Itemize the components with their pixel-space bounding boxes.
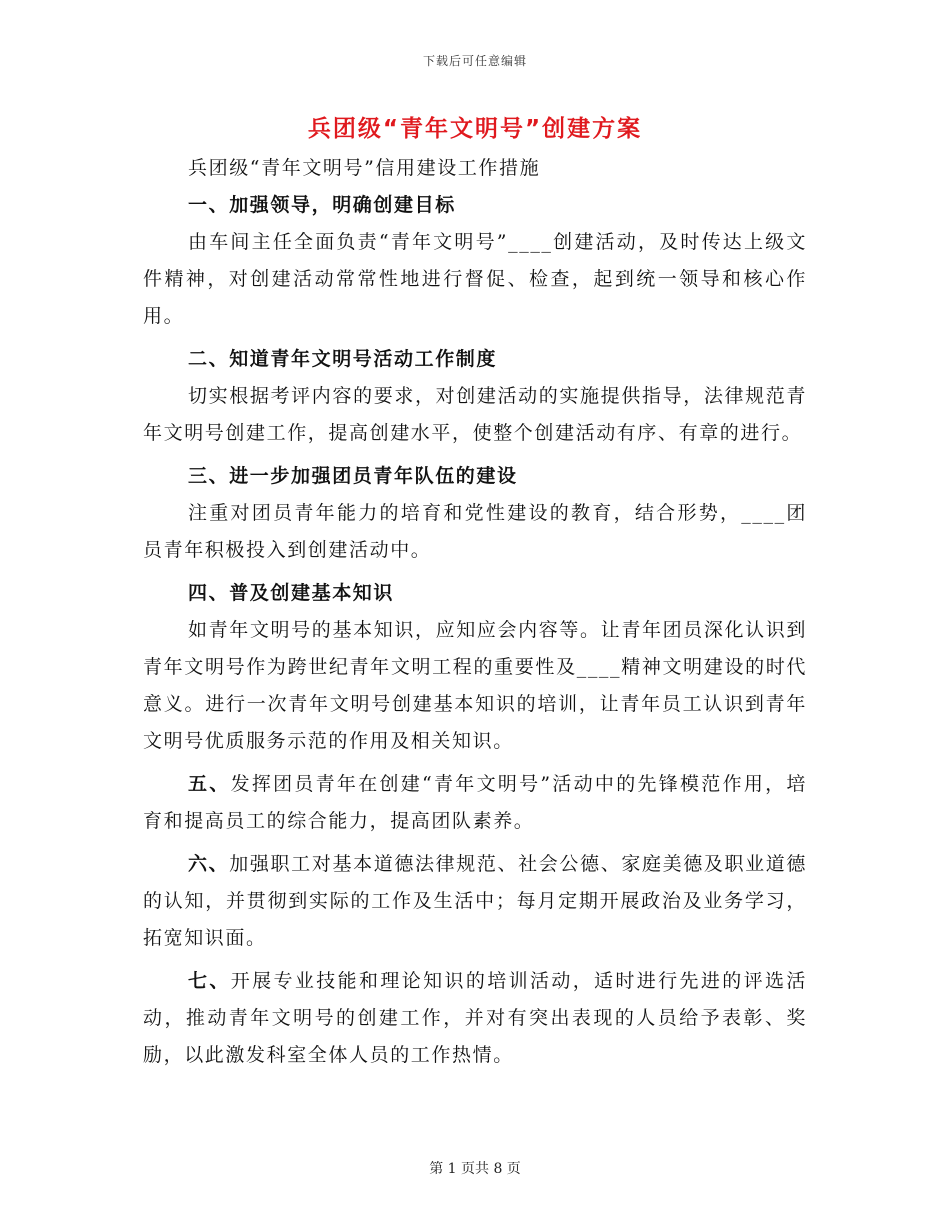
item-paragraph-5 [143, 766, 807, 840]
item-lead-7: 七、 [188, 970, 231, 992]
section-body-4: 如青年文明号的基本知识，应知应会内容等。让青年团员深化认识到青年文明号作为跨世纪青年文明工程的重要性及____精神文明建设的时代意义。进行一次青年文明号创建基本知识的培训，让青年员工认识到青年文明号优质服务示范的作用及相关知识。 [143, 619, 807, 752]
section-heading-4: 四、普及创建基本知识 [188, 582, 395, 604]
item-paragraph-7 [143, 963, 807, 1074]
page-footer: 第 1 页共 8 页 [429, 1161, 521, 1177]
item-text-5: 发挥团员青年在创建“青年文明号”活动中的先锋模范作用，培育和提高员工的综合能力，提高团队素养。 [143, 773, 808, 832]
document-body [143, 150, 807, 1074]
item-lead-6: 六、 [188, 853, 230, 875]
section-heading-1: 一、加强领导，明确创建目标 [188, 194, 456, 216]
section-heading-3: 三、进一步加强团员青年队伍的建设 [188, 465, 518, 487]
item-lead-5: 五、 [188, 773, 231, 795]
document-subtitle: 兵团级“青年文明号”信用建设工作措施 [188, 157, 541, 179]
item-text-7: 开展专业技能和理论知识的培训活动，适时进行先进的评选活动，推动青年文明号的创建工作，并对有突出表现的人员给予表彰、奖励，以此激发科室全体人员的工作热情。 [143, 970, 808, 1066]
section-body-1: 由车间主任全面负责“青年文明号”____创建活动，及时传达上级文件精神，对创建活动常常性地进行督促、检查，起到统一领导和核心作用。 [143, 231, 807, 327]
item-paragraph-6 [143, 846, 807, 957]
section-body-2: 切实根据考评内容的要求，对创建活动的实施提供指导，法律规范青年文明号创建工作，提高创建水平，使整个创建活动有序、有章的进行。 [143, 385, 807, 444]
section-heading-2: 二、知道青年文明号活动工作制度 [188, 348, 498, 370]
header-note: 下载后可任意编辑 [422, 54, 527, 68]
item-text-6: 加强职工对基本道德法律规范、社会公德、家庭美德及职业道德的认知，并贯彻到实际的工作及生活中；每月定期开展政治及业务学习，拓宽知识面。 [143, 853, 807, 949]
section-body-3: 注重对团员青年能力的培育和党性建设的教育，结合形势，____团员青年积极投入到创建活动中。 [143, 502, 807, 561]
document-title: 兵团级“青年文明号”创建方案 [307, 116, 643, 142]
